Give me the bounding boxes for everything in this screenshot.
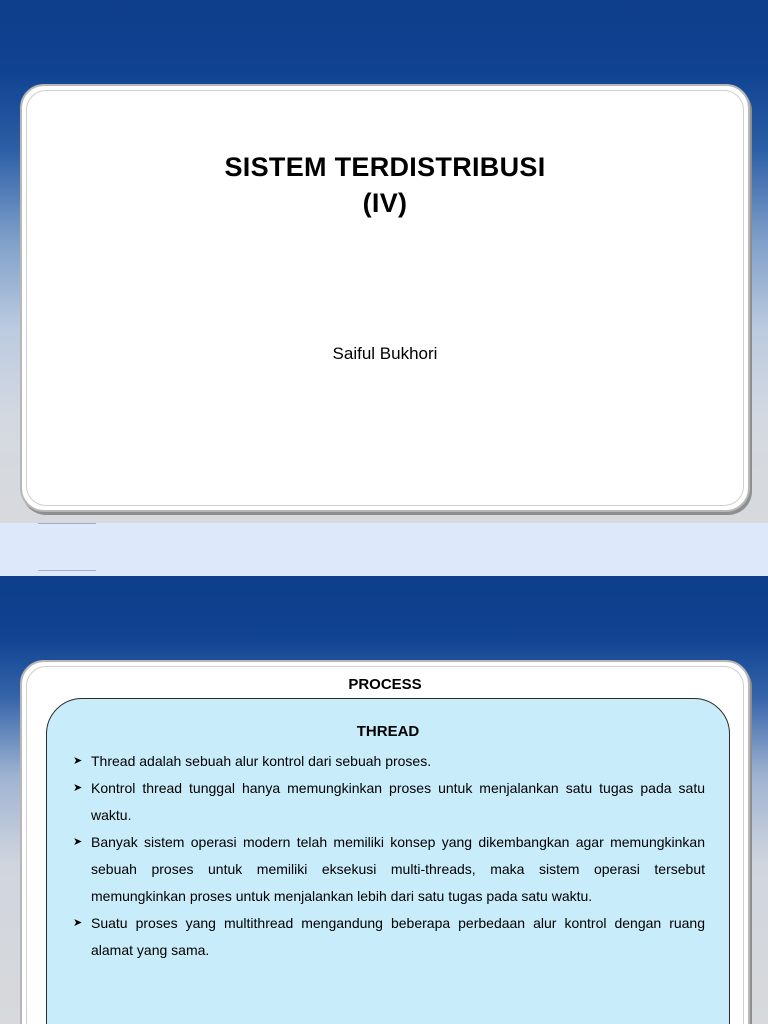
arrowhead-bullet-icon: ➤ <box>73 836 83 848</box>
panel-title: THREAD <box>356 723 420 740</box>
title-card <box>20 84 750 512</box>
author-name: Saiful Bukhori <box>332 344 438 363</box>
arrowhead-bullet-icon: ➤ <box>73 917 83 929</box>
list-item <box>73 748 705 775</box>
bullet-text: Suatu proses yang multithread mengandung beberapa perbedaan alur kontrol dengan ruang alamat yang sama. <box>91 915 705 958</box>
slide-title-line-2: (IV) <box>362 188 408 218</box>
content-card <box>20 660 750 1024</box>
arrowhead-bullet-icon: ➤ <box>73 782 83 794</box>
bullet-list <box>73 748 705 964</box>
list-item <box>73 775 705 829</box>
bullet-text: Kontrol thread tunggal hanya memungkinkan proses untuk menjalankan satu tugas pada satu waktu. <box>91 780 705 823</box>
gap-divider-top <box>38 523 96 524</box>
list-item <box>73 910 705 964</box>
gap-divider-bottom <box>38 570 96 571</box>
arrowhead-bullet-icon: ➤ <box>73 755 83 767</box>
slide-title <box>22 149 748 221</box>
bullet-text: Thread adalah sebuah alur kontrol dari sebuah proses. <box>91 753 432 769</box>
slide-title-line-1: SISTEM TERDISTRIBUSI <box>224 152 546 182</box>
slide-gap <box>0 523 768 576</box>
bullet-text: Banyak sistem operasi modern telah memiliki konsep yang dikembangkan agar memungkinkan sebuah proses untuk memiliki eksekusi multi-threads, maka sistem operasi tersebut memungkinkan proses untuk menjalankan lebih dari satu tugas pada satu waktu. <box>91 834 705 904</box>
section-heading: PROCESS <box>348 676 422 693</box>
thread-panel <box>46 698 730 1024</box>
list-item <box>73 829 705 910</box>
slide-2 <box>0 576 768 1024</box>
